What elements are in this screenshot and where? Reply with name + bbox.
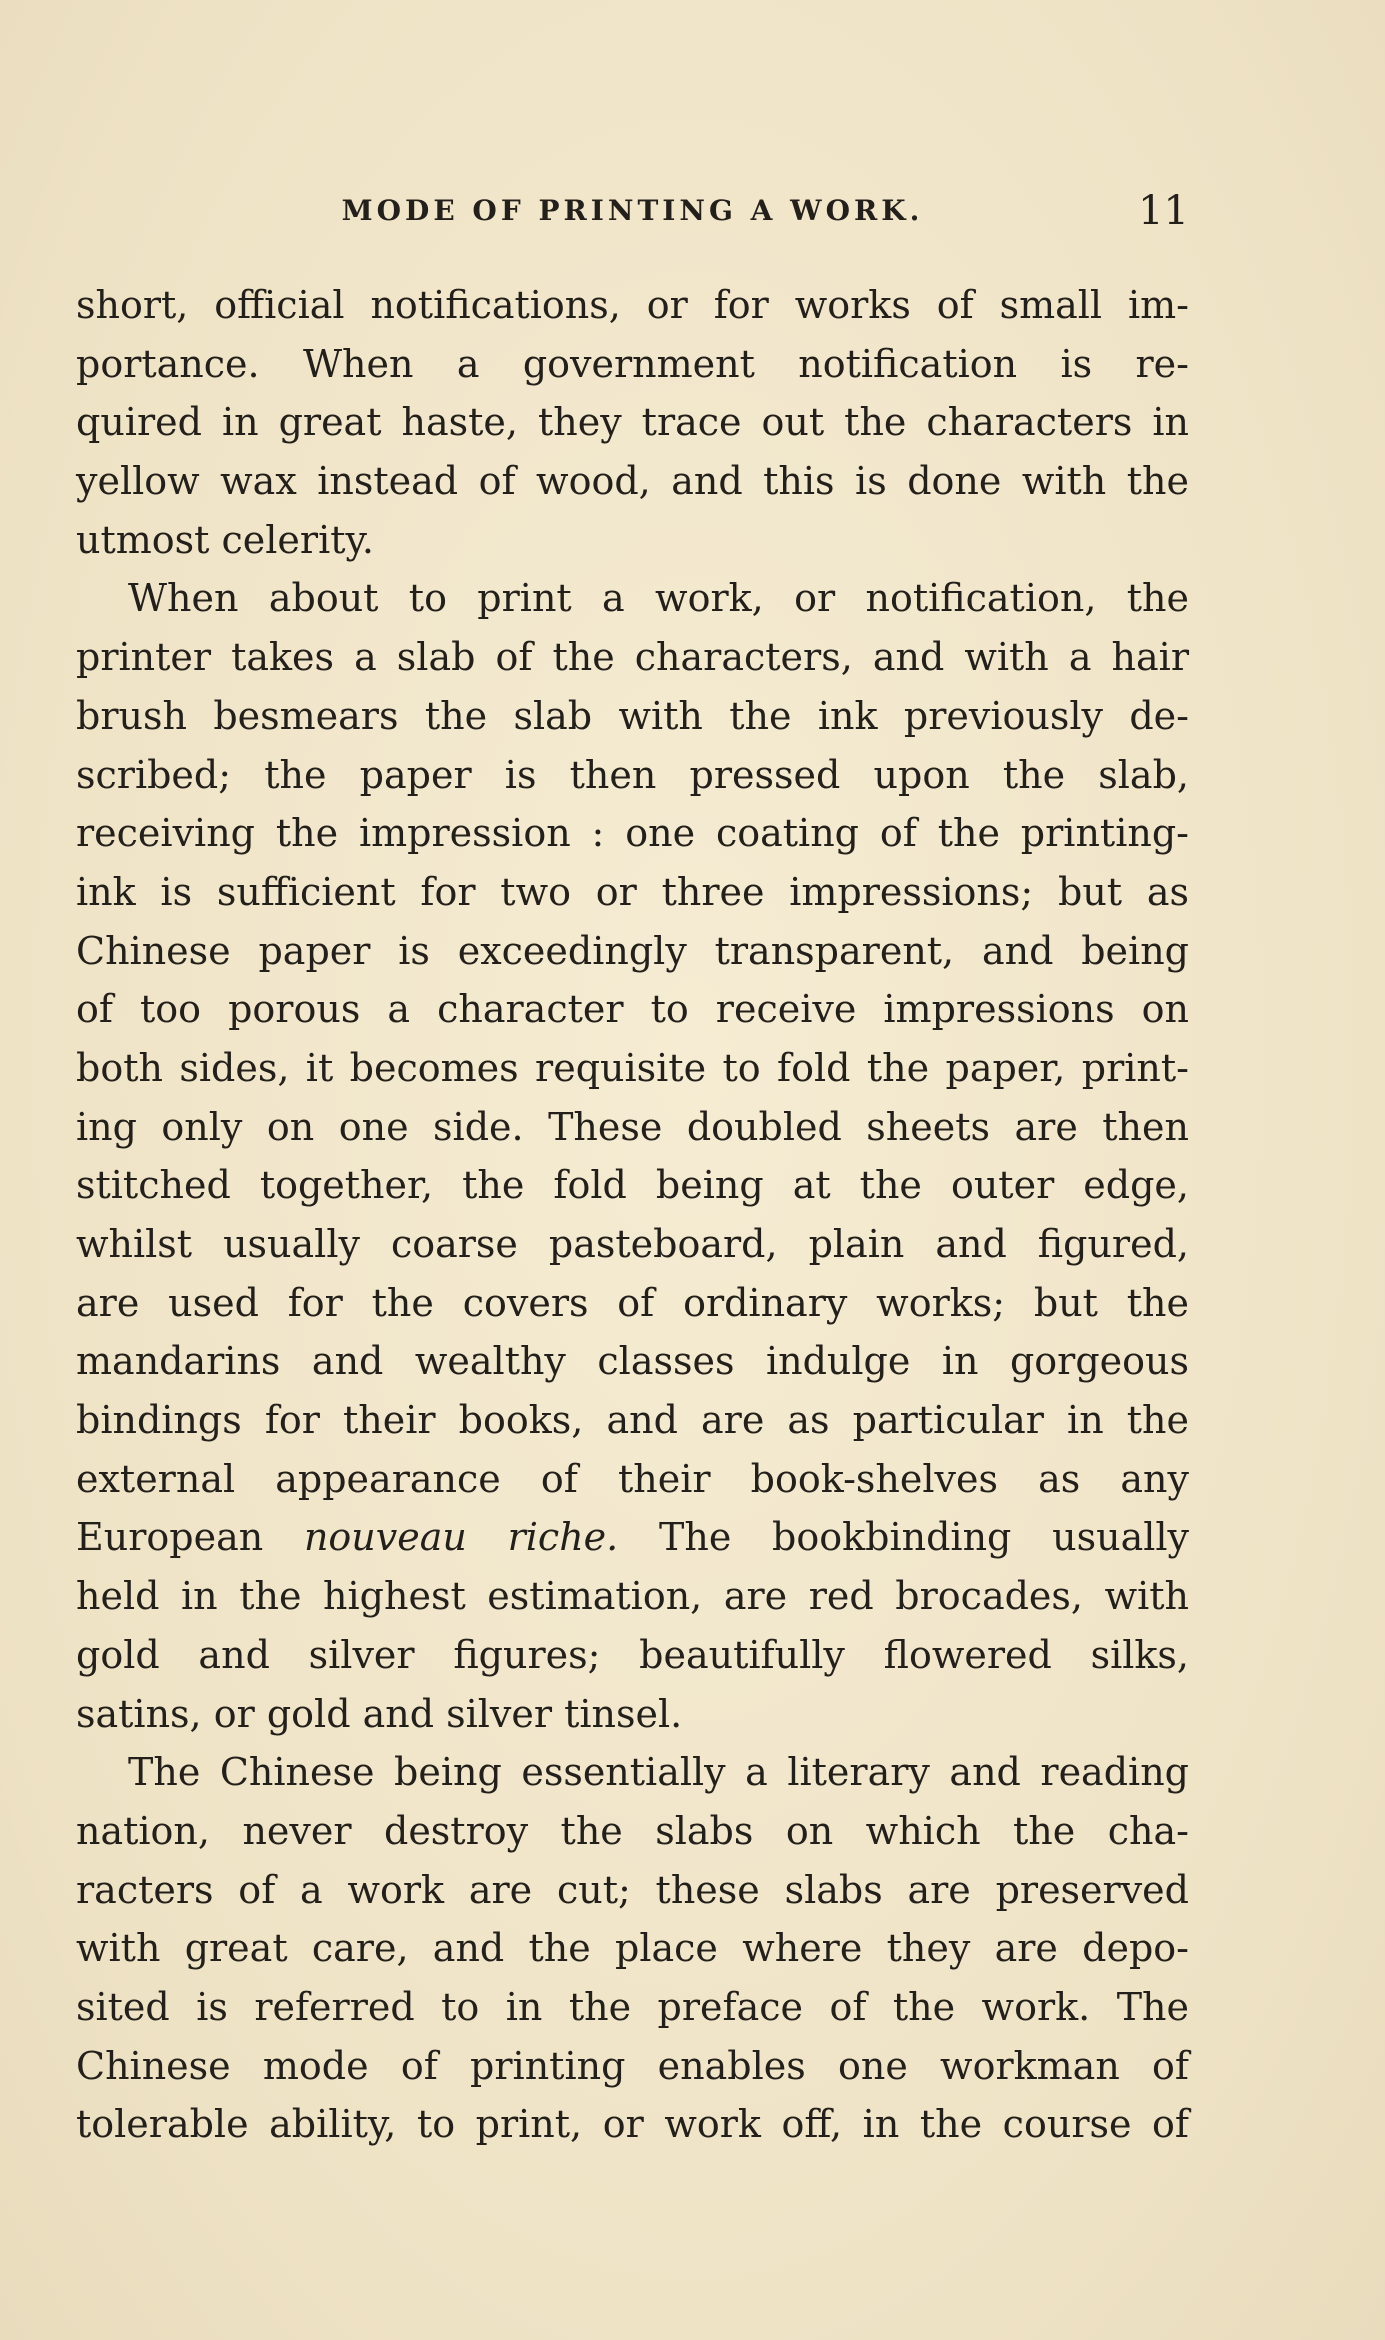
text-line: ink is sufficient for two or three impressions; but as [76, 869, 1189, 914]
text-line: held in the highest estimation, are red brocades, with [76, 1574, 1189, 1619]
text-line: When about to print a work, or notification, the [128, 576, 1189, 621]
text-line: quired in great haste, they trace out the characters in [76, 400, 1189, 445]
text-line: yellow wax instead of wood, and this is done with the [76, 459, 1189, 504]
text-line: nation, never destroy the slabs on which the cha- [76, 1808, 1189, 1853]
text-line: stitched together, the fold being at the outer edge, [76, 1163, 1189, 1208]
running-title: MODE OF PRINTING A WORK. [341, 194, 924, 227]
text-line: scribed; the paper is then pressed upon the slab, [76, 752, 1189, 797]
text-line: ing only on one side. These doubled sheets are then [76, 1104, 1189, 1149]
text-segment: The bookbinding usually [659, 1515, 1189, 1560]
text-line: gold and silver figures; beautifully flowered silks, [76, 1632, 1189, 1677]
page-number: 11 [1138, 188, 1189, 234]
italic-phrase: nouveau riche. [303, 1515, 619, 1560]
text-line: sited is referred to in the preface of the work. The [76, 1984, 1189, 2029]
text-line: utmost celerity. [76, 517, 375, 562]
text-line: Chinese mode of printing enables one workman of [76, 2043, 1189, 2088]
text-line: short, official notifications, or for works of small im- [76, 283, 1189, 327]
text-line: printer takes a slab of the characters, and with a hair [76, 635, 1189, 680]
text-line: external appearance of their book-shelves as any [76, 1456, 1189, 1501]
text-line: both sides, it becomes requisite to fold the paper, print- [76, 1045, 1189, 1090]
text-line: brush besmears the slab with the ink previously de- [76, 693, 1189, 738]
text-line: tolerable ability, to print, or work off, in the course of [76, 2102, 1189, 2147]
text-line: with great care, and the place where they are depo- [76, 1926, 1189, 1971]
text-line: satins, or gold and silver tinsel. [76, 1691, 683, 1736]
running-head [76, 186, 1189, 236]
text-line: whilst usually coarse pasteboard, plain and figured, [76, 1222, 1189, 1266]
text-line: portance. When a government notification is re- [76, 341, 1189, 386]
body-text [76, 276, 1189, 2154]
text-line: The Chinese being essentially a literary and reading [128, 1750, 1189, 1795]
text-line: mandarins and wealthy classes indulge in gorgeous [76, 1339, 1189, 1384]
text-line: bindings for their books, and are as particular in the [76, 1398, 1189, 1443]
text-line: Chinese paper is exceedingly transparent, and being [76, 928, 1189, 973]
text-segment: European [76, 1515, 264, 1560]
text-line-with-italic [76, 1508, 1189, 1567]
text-line: of too porous a character to receive impressions on [76, 987, 1189, 1032]
text-line: are used for the covers of ordinary works; but the [76, 1280, 1189, 1325]
text-line: receiving the impression : one coating of the printing- [76, 811, 1189, 856]
text-line: racters of a work are cut; these slabs are preserved [76, 1867, 1189, 1912]
